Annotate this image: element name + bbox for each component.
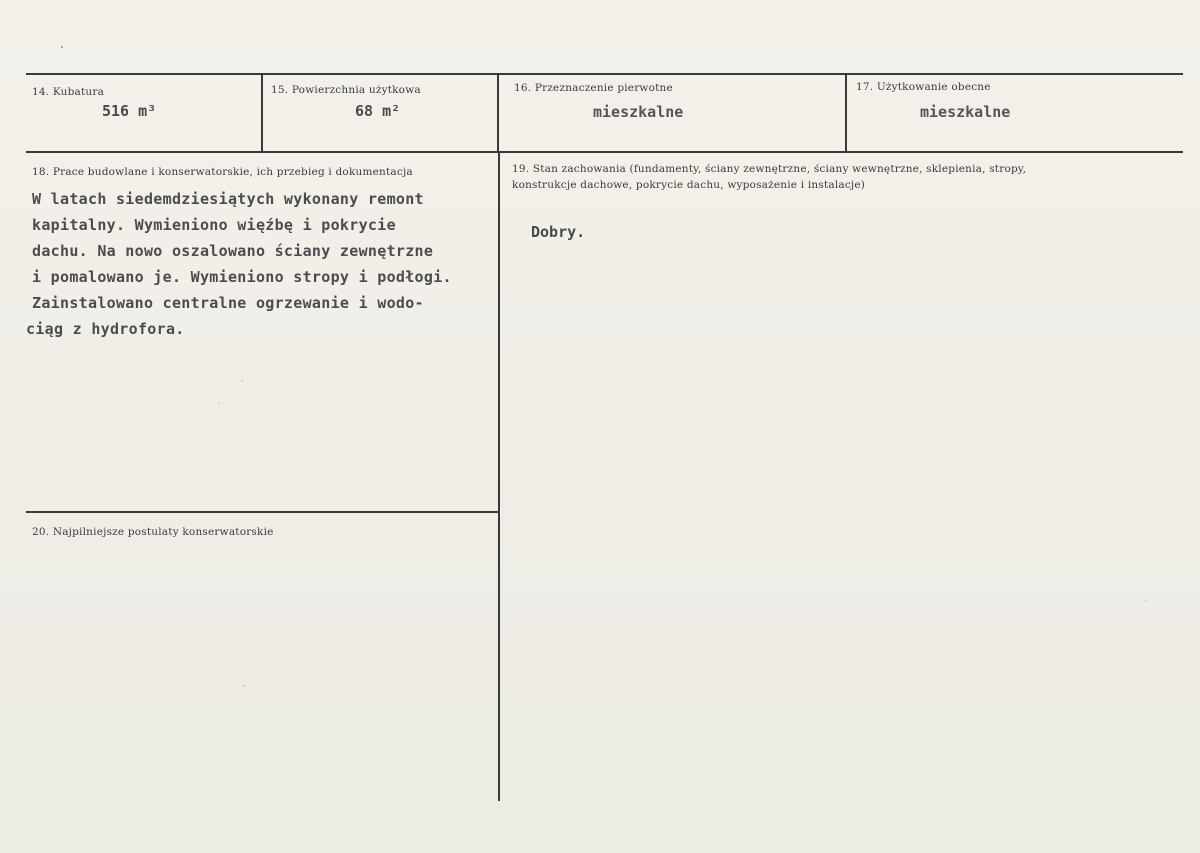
field-16-value: mieszkalne: [593, 103, 684, 121]
field-18-line: W latach siedemdziesiątych wykonany remont: [32, 190, 424, 208]
field-15-value: [355, 102, 400, 120]
field-18-line: dachu. Na nowo oszalowano ściany zewnętrzne: [32, 242, 434, 260]
field-18-line: i pomalowano je. Wymieniono stropy i podłogi.: [32, 268, 452, 286]
field-19-label: [512, 161, 1112, 193]
rule-18-20: [26, 511, 498, 513]
paper-speck: [241, 380, 243, 382]
divider-15-16: [497, 75, 499, 151]
paper-speck: [1145, 600, 1147, 602]
row-rule: [26, 151, 1183, 153]
cubature-number: 516: [102, 102, 130, 120]
field-14-label: 14. Kubatura: [32, 86, 105, 98]
cubature-unit: m³: [138, 102, 157, 120]
field-16-label: 16. Przeznaczenie pierwotne: [514, 82, 673, 94]
field-14-value: [102, 102, 156, 120]
field-20-label: 20. Najpilniejsze postulaty konserwatorskie: [32, 526, 274, 538]
paper-speck: [218, 402, 220, 404]
divider-14-15: [261, 75, 263, 151]
field-19-label-line: 19. Stan zachowania (fundamenty, ściany zewnętrzne, ściany wewnętrzne, sklepienia, stropy,: [512, 163, 1027, 175]
area-number: 68: [355, 102, 374, 120]
field-17-label: 17. Użytkowanie obecne: [856, 81, 991, 93]
field-18-text: [26, 186, 452, 342]
field-15-label: 15. Powierzchnia użytkowa: [271, 84, 421, 96]
field-18-label: 18. Prace budowlane i konserwatorskie, ich przebieg i dokumentacja: [32, 166, 413, 178]
paper-speck: [243, 685, 245, 687]
paper-speck: [61, 46, 63, 48]
field-19-label-line: konstrukcje dachowe, pokrycie dachu, wyposażenie i instalacje): [512, 179, 866, 191]
field-18-line: Zainstalowano centralne ogrzewanie i wodo-: [32, 294, 424, 312]
field-19-value: Dobry.: [531, 223, 586, 241]
divider-16-17: [845, 75, 847, 151]
divider-left-right: [498, 151, 500, 801]
field-18-line: kapitalny. Wymieniono więźbę i pokrycie: [32, 216, 396, 234]
field-18-line: ciąg z hydrofora.: [26, 320, 185, 338]
field-17-value: mieszkalne: [920, 103, 1011, 121]
top-rule: [26, 73, 1183, 75]
area-unit: m²: [382, 102, 401, 120]
